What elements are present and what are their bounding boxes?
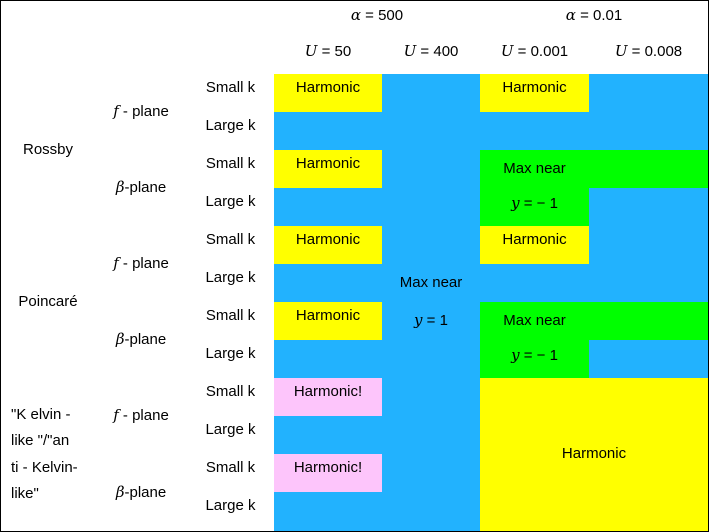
k-small: Small k [187, 378, 275, 417]
plane-beta-rossby: β-plane [95, 150, 188, 227]
plane-f-kelvin: f - plane [95, 378, 188, 455]
header-alpha-001: α = 0.01 [480, 0, 709, 38]
result-max-near-y1: Max near y = 1 [382, 74, 481, 532]
plane-beta-poincare: β-plane [95, 302, 188, 379]
result-harmonic-kelvin-block: Harmonic [480, 378, 709, 532]
result-blue [274, 416, 383, 455]
result-blue [480, 264, 590, 303]
k-large: Large k [187, 340, 275, 379]
plane-beta-kelvin: β-plane [95, 454, 188, 532]
alpha-symbol: α [565, 6, 576, 24]
result-harmonic-excl: Harmonic! [274, 378, 383, 417]
result-harmonic: Harmonic [480, 74, 590, 113]
k-large: Large k [187, 112, 275, 151]
plane-f-rossby: f - plane [95, 74, 188, 151]
k-small: Small k [187, 74, 275, 113]
result-harmonic-excl: Harmonic! [274, 454, 383, 493]
header-u-0001: U = 0.001 [480, 37, 590, 75]
result-blue [274, 264, 383, 303]
header-u-50: U = 50 [274, 37, 383, 75]
result-blue [274, 340, 383, 379]
result-green [589, 150, 709, 189]
header-u-400: U = 400 [382, 37, 481, 75]
k-small: Small k [187, 150, 275, 189]
group-kelvin-like: "K elvin - like "/"an ti - Kelvin- like" [0, 378, 96, 532]
k-small: Small k [187, 302, 275, 341]
alpha-symbol: α [350, 6, 361, 24]
k-large: Large k [187, 492, 275, 532]
result-blue [589, 74, 709, 151]
k-large: Large k [187, 264, 275, 303]
result-blue [589, 188, 709, 227]
k-small: Small k [187, 226, 275, 265]
result-harmonic: Harmonic [274, 226, 383, 265]
result-blue [589, 340, 709, 379]
k-small: Small k [187, 454, 275, 493]
result-blue [480, 112, 590, 151]
result-harmonic: Harmonic [274, 302, 383, 341]
result-blue [589, 226, 709, 303]
result-harmonic: Harmonic [480, 226, 590, 265]
result-max-near-y-minus1: Max near y = − 1 [480, 302, 590, 379]
result-max-near-y-minus1: Max near y = − 1 [480, 150, 590, 227]
plane-f-poincare: f - plane [95, 226, 188, 303]
group-rossby: Rossby [0, 74, 96, 227]
header-alpha-500: α = 500 [274, 0, 481, 38]
result-blue [274, 188, 383, 227]
header-corner [0, 0, 275, 75]
result-harmonic: Harmonic [274, 150, 383, 189]
header-u-0008: U = 0.008 [589, 37, 709, 75]
group-poincare: Poincaré [0, 226, 96, 379]
result-blue [274, 492, 383, 532]
k-large: Large k [187, 188, 275, 227]
k-large: Large k [187, 416, 275, 455]
result-green [589, 302, 709, 341]
result-blue [274, 112, 383, 151]
result-harmonic: Harmonic [274, 74, 383, 113]
